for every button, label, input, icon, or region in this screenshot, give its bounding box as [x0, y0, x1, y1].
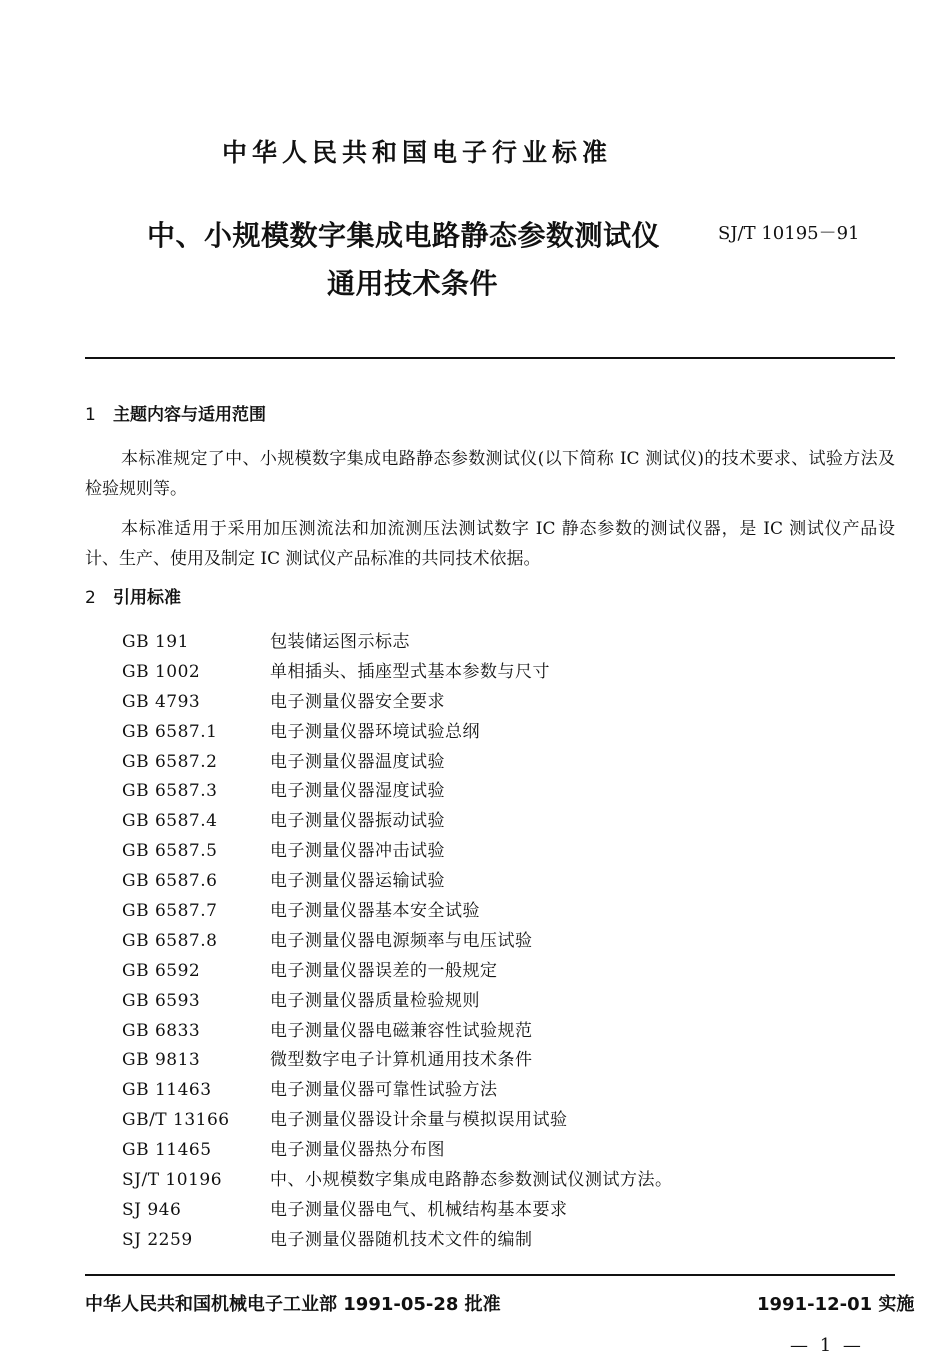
standard-category-title: 中华人民共和国电子行业标准 — [221, 138, 612, 167]
reference-title: 电子测量仪器热分布图 — [270, 1140, 445, 1161]
reference-row — [122, 1076, 673, 1106]
reference-row — [122, 987, 673, 1017]
reference-row — [122, 1226, 673, 1256]
reference-row — [122, 837, 673, 867]
reference-row — [122, 1166, 673, 1196]
reference-code: SJ 2259 — [122, 1229, 193, 1250]
reference-row — [122, 718, 673, 748]
section-1-body — [85, 444, 895, 574]
section-number: 2 — [85, 588, 96, 608]
paragraph: 本标准规定了中、小规模数字集成电路静态参数测试仪(以下简称 IC 测试仪)的技术要求、试验方法及检验规则等。 — [85, 449, 895, 499]
reference-title: 电子测量仪器可靠性试验方法 — [270, 1080, 498, 1101]
reference-code: GB 6833 — [122, 1020, 201, 1041]
reference-title: 包装储运图示标志 — [270, 632, 410, 652]
reference-code: SJ/T 10196 — [122, 1170, 223, 1191]
reference-code: SJ 946 — [122, 1199, 182, 1220]
reference-title: 微型数字电子计算机通用技术条件 — [270, 1050, 533, 1071]
reference-title: 电子测量仪器环境试验总纲 — [270, 721, 480, 742]
reference-code: GB 6587.1 — [122, 721, 218, 742]
section-1-heading — [85, 400, 266, 425]
reference-row — [122, 628, 673, 658]
reference-title: 电子测量仪器振动试验 — [270, 811, 445, 832]
section-heading-text: 引用标准 — [113, 588, 181, 608]
reference-code: GB 1002 — [122, 661, 201, 682]
reference-row — [122, 777, 673, 807]
reference-code: GB 191 — [122, 632, 189, 652]
reference-title: 中、小规模数字集成电路静态参数测试仪测试方法。 — [270, 1170, 673, 1191]
reference-row — [122, 688, 673, 718]
reference-code: GB 11465 — [122, 1140, 212, 1161]
reference-title: 电子测量仪器电源频率与电压试验 — [270, 930, 533, 951]
reference-code: GB 6587.6 — [122, 871, 218, 892]
reference-row — [122, 1136, 673, 1166]
reference-row — [122, 807, 673, 837]
reference-code: GB 6587.3 — [122, 781, 218, 802]
reference-row — [122, 927, 673, 957]
reference-row — [122, 1046, 673, 1076]
footer-divider — [85, 1274, 895, 1276]
reference-row — [122, 957, 673, 987]
reference-code: GB 6592 — [122, 960, 201, 981]
reference-title: 电子测量仪器电磁兼容性试验规范 — [270, 1020, 533, 1041]
reference-row — [122, 1017, 673, 1047]
reference-title: 电子测量仪器冲击试验 — [270, 841, 445, 862]
reference-code: GB 6587.7 — [122, 901, 218, 922]
reference-title: 电子测量仪器误差的一般规定 — [270, 960, 498, 981]
reference-code: GB 6587.4 — [122, 811, 218, 832]
implementation-date: 1991-12-01 实施 — [757, 1294, 915, 1315]
reference-code: GB 6587.2 — [122, 751, 218, 772]
section-2-heading — [85, 583, 181, 608]
reference-title: 电子测量仪器运输试验 — [270, 871, 445, 892]
reference-title: 电子测量仪器基本安全试验 — [270, 901, 480, 922]
section-number: 1 — [85, 405, 96, 425]
reference-title: 电子测量仪器质量检验规则 — [270, 990, 480, 1011]
reference-code: GB 11463 — [122, 1080, 212, 1101]
header-divider — [85, 357, 895, 359]
document-title-line2: 通用技术条件 — [327, 267, 499, 300]
reference-title: 单相插头、插座型式基本参数与尺寸 — [270, 661, 550, 682]
reference-row — [122, 897, 673, 927]
section-heading-text: 主题内容与适用范围 — [113, 405, 266, 425]
reference-code: GB 6587.8 — [122, 930, 218, 951]
document-number: SJ/T 10195－91 — [718, 223, 860, 244]
reference-title: 电子测量仪器安全要求 — [270, 691, 445, 712]
reference-title: 电子测量仪器电气、机械结构基本要求 — [270, 1199, 568, 1220]
reference-code: GB 4793 — [122, 691, 201, 712]
reference-row — [122, 658, 673, 688]
reference-title: 电子测量仪器设计余量与模拟误用试验 — [270, 1110, 568, 1131]
approval-statement: 中华人民共和国机械电子工业部 1991-05-28 批准 — [85, 1294, 501, 1315]
reference-code: GB 6587.5 — [122, 841, 218, 862]
reference-row — [122, 1196, 673, 1226]
reference-row — [122, 867, 673, 897]
reference-code: GB/T 13166 — [122, 1110, 230, 1131]
page-number: — 1 — — [790, 1335, 864, 1356]
reference-row — [122, 1106, 673, 1136]
document-title-line1: 中、小规模数字集成电路静态参数测试仪 — [147, 219, 661, 252]
reference-row — [122, 748, 673, 778]
reference-title: 电子测量仪器湿度试验 — [270, 781, 445, 802]
reference-code: GB 9813 — [122, 1050, 201, 1071]
reference-list — [122, 628, 673, 1256]
reference-code: GB 6593 — [122, 990, 201, 1011]
reference-title: 电子测量仪器随机技术文件的编制 — [270, 1229, 533, 1250]
reference-title: 电子测量仪器温度试验 — [270, 751, 445, 772]
paragraph: 本标准适用于采用加压测流法和加流测压法测试数字 IC 静态参数的测试仪器，是 IC 测试仪产品设计、生产、使用及制定 IC 测试仪产品标准的共同技术依据。 — [85, 519, 895, 569]
